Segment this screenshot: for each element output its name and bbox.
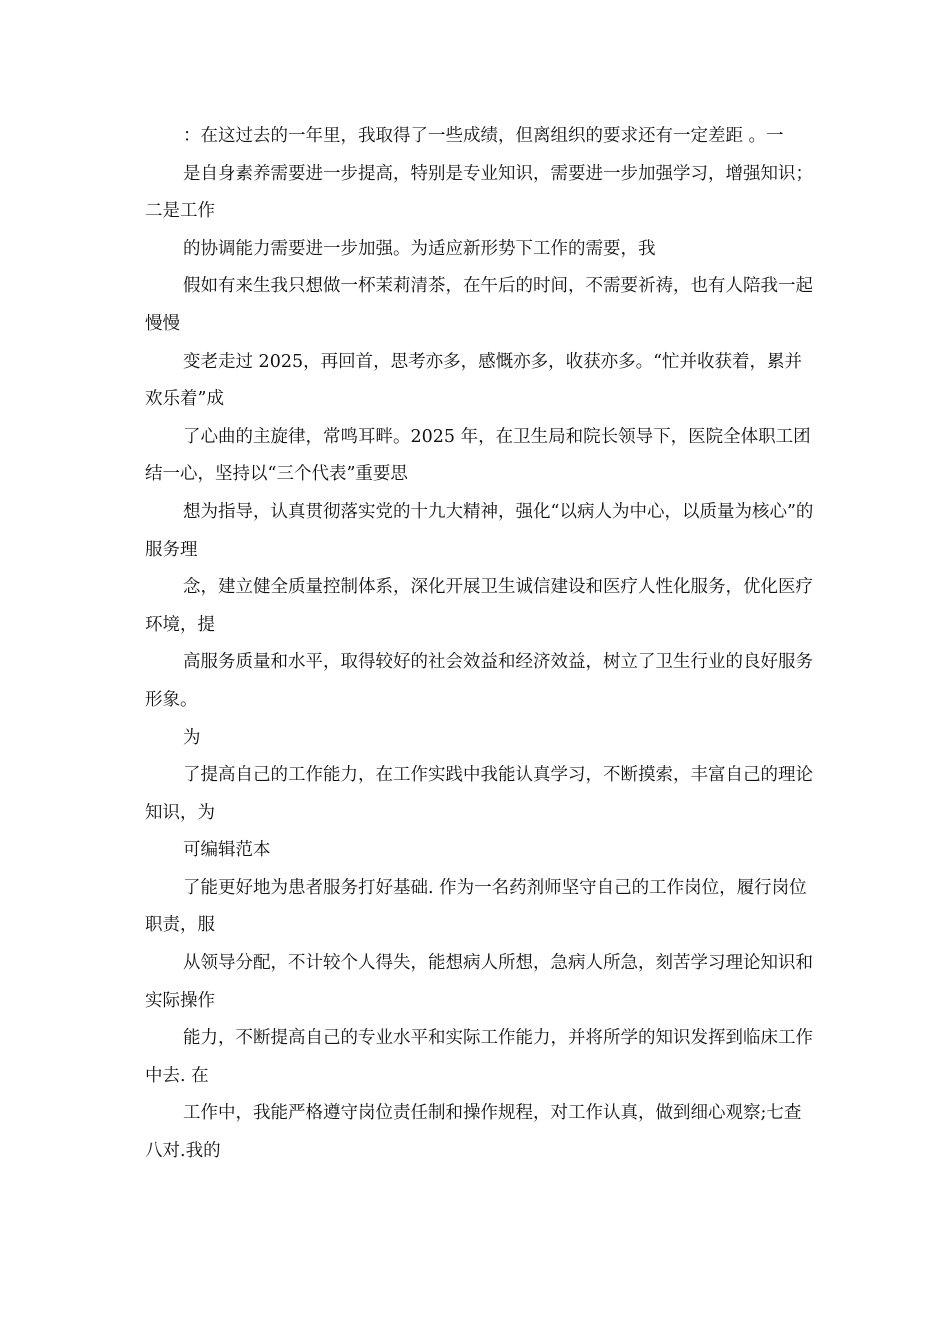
paragraph-6: 了心曲的主旋律，常鸣耳畔。2025 年，在卫生局和院长领导下，医院全体职工团结一心，坚持以“三个代表”重要思 <box>145 426 811 485</box>
paragraph-14: 能力，不断提高自己的专业水平和实际工作能力，并将所学的知识发挥到临床工作中去. 在 <box>145 1028 813 1086</box>
paragraph-15: 工作中，我能严格遵守岗位责任制和操作规程，对工作认真，做到细心观察;七查八对.我的 <box>145 1103 802 1162</box>
paragraph-3: 的协调能力需要进一步加强。为适应新形势下工作的需要，我 <box>183 238 656 259</box>
paragraph-1: ：在这过去的一年里，我取得了一些成绩，但离组织的要求还有一定差距 。一 <box>183 126 784 146</box>
paragraph-12: 了能更好地为患者服务打好基础. 作为一名药剂师坚守自己的工作岗位，履行岗位职责，服 <box>145 877 807 936</box>
paragraph-7: 想为指导，认真贯彻落实党的十九大精神，强化“以病人为中心，以质量为核心”的服务理 <box>145 501 814 560</box>
paragraph-10: 为 <box>183 727 201 748</box>
paragraph-13: 从领导分配，不计较个人得失，能想病人所想，急病人所急，刻苦学习理论知识和实际操作 <box>145 953 813 1011</box>
paragraph-4: 假如有来生我只想做一杯茉莉清茶，在午后的时间，不需要祈祷，也有人陪我一起慢慢 <box>145 276 813 334</box>
paragraph-11: 了提高自己的工作能力，在工作实践中我能认真学习，不断摸索，丰富自己的理论知识，为 <box>145 765 813 823</box>
paragraph-8: 念，建立健全质量控制体系，深化开展卫生诚信建设和医疗人性化服务，优化医疗环境，提 <box>145 577 813 635</box>
footer-label: 可编辑范本 <box>183 840 271 861</box>
paragraph-9: 高服务质量和水平，取得较好的社会效益和经济效益，树立了卫生行业的良好服务形象。 <box>145 652 813 710</box>
paragraph-5: 变老走过 2025，再回首，思考亦多，感慨亦多，收获亦多。“忙并收获着，累并欢乐着”成 <box>145 351 803 410</box>
paragraph-2: 是自身素养需要进一步提高，特别是专业知识，需要进一步加强学习，增强知识；二是工作 <box>145 163 813 222</box>
document-page <box>145 118 815 1171</box>
